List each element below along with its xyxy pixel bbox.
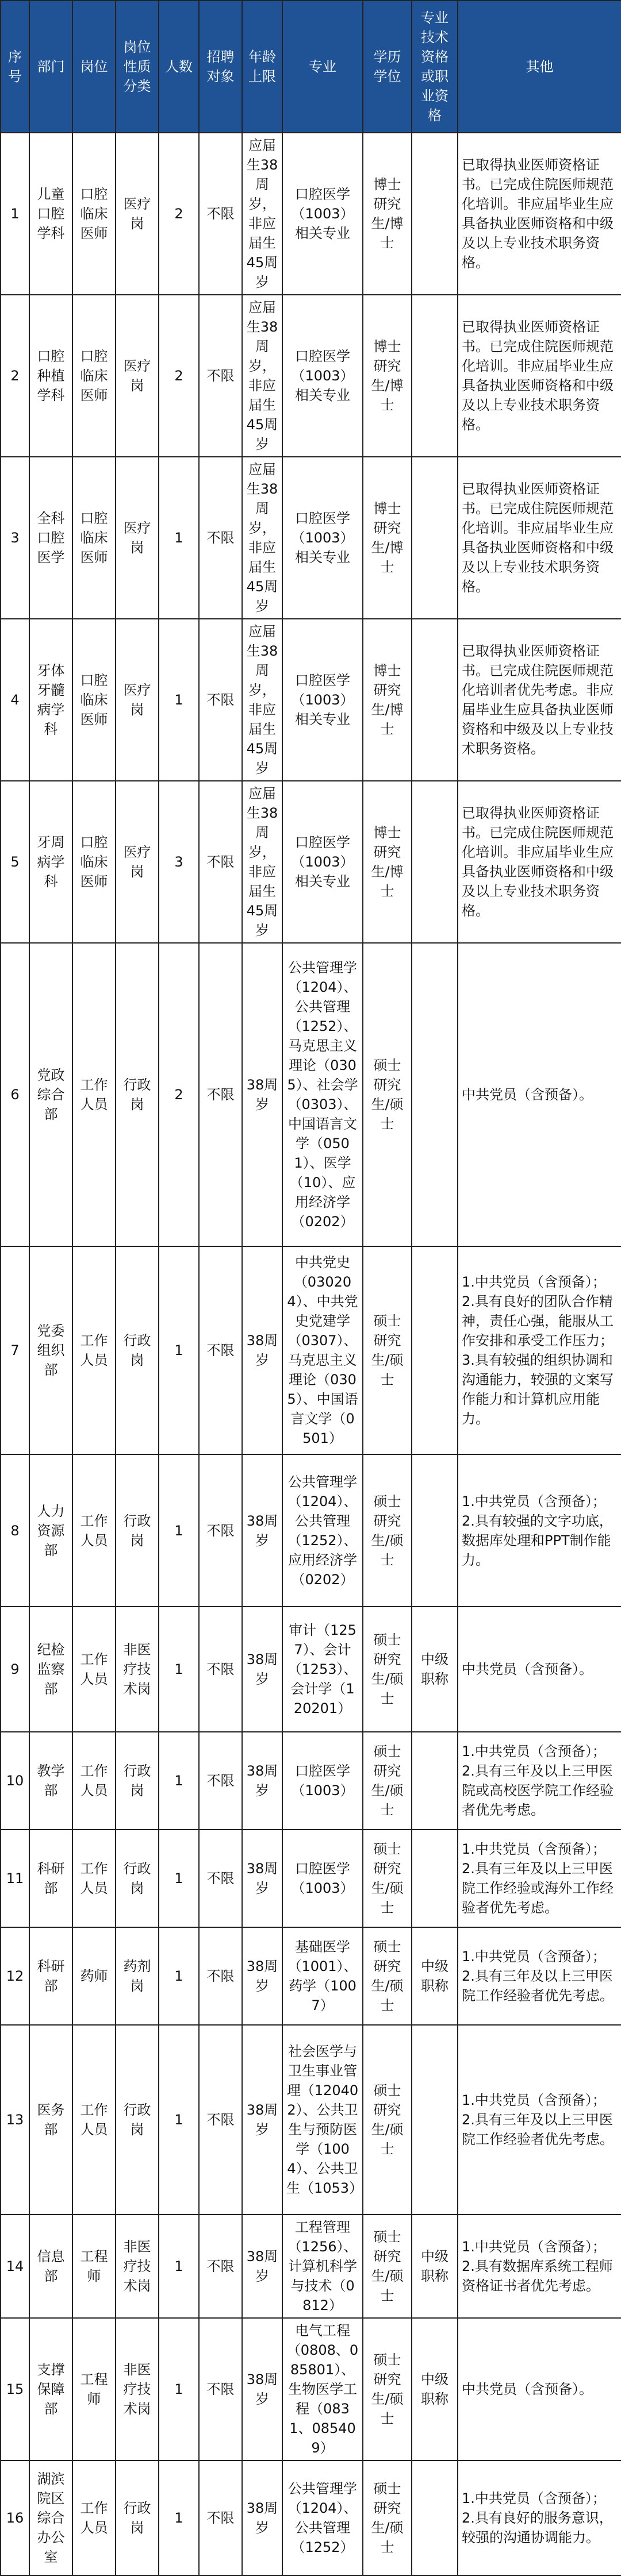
cell-major: 口腔医学（1003） — [282, 1732, 363, 1830]
cell-other: 已取得执业医师资格证书。已完成住院医师规范化培训。非应届毕业生应具备执业医师资格和中级及以上专业技术职务资格。 — [458, 457, 621, 619]
cell-age: 38周岁 — [242, 1732, 282, 1830]
table-row — [1, 295, 621, 457]
cell-qual: 中级职称 — [412, 2318, 458, 2461]
cell-post: 口腔临床医师 — [72, 457, 116, 619]
cell-type: 医疗岗 — [116, 457, 159, 619]
header-cell: 招聘对象 — [199, 1, 242, 133]
cell-qual — [412, 943, 458, 1246]
cell-qual — [412, 1732, 458, 1830]
cell-type: 行政岗 — [116, 943, 159, 1246]
cell-edu: 博士研究生/博士 — [363, 133, 412, 295]
table-row — [1, 943, 621, 1246]
cell-dept: 湖滨院区综合办公室 — [29, 2461, 72, 2575]
cell-major: 口腔医学（1003）相关专业 — [282, 781, 363, 943]
cell-target: 不限 — [199, 295, 242, 457]
cell-target: 不限 — [199, 2025, 242, 2215]
table-row — [1, 1454, 621, 1607]
cell-qual — [412, 457, 458, 619]
cell-num: 1 — [159, 2025, 199, 2215]
cell-major: 口腔医学（1003）相关专业 — [282, 457, 363, 619]
table-row — [1, 133, 621, 295]
cell-num: 1 — [159, 1830, 199, 1927]
cell-target: 不限 — [199, 1830, 242, 1927]
cell-dept: 信息部 — [29, 2215, 72, 2318]
cell-num: 1 — [159, 2461, 199, 2575]
cell-edu: 硕士研究生/硕士 — [363, 1246, 412, 1454]
cell-other: 已取得执业医师资格证书。已完成住院医师规范化培训。非应届毕业生应具备执业医师资格和中级及以上专业技术职务资格。 — [458, 781, 621, 943]
table-row — [1, 1607, 621, 1732]
cell-num: 1 — [159, 1246, 199, 1454]
cell-qual — [412, 1246, 458, 1454]
cell-no: 9 — [1, 1607, 29, 1732]
cell-age: 38周岁 — [242, 1927, 282, 2025]
cell-age: 应届生38周岁，非应届生45周岁 — [242, 295, 282, 457]
cell-other: 1.中共党员（含预备）；2.具有较强的文字功底，数据库处理和PPT制作能力。 — [458, 1454, 621, 1607]
cell-target: 不限 — [199, 1454, 242, 1607]
cell-major: 基础医学（1001）、药学（1007） — [282, 1927, 363, 2025]
table-row — [1, 619, 621, 781]
cell-post: 药师 — [72, 1927, 116, 2025]
cell-qual — [412, 1830, 458, 1927]
cell-qual: 中级职称 — [412, 1607, 458, 1732]
header-cell: 学历学位 — [363, 1, 412, 133]
cell-target: 不限 — [199, 1927, 242, 2025]
header-cell: 人数 — [159, 1, 199, 133]
cell-edu: 硕士研究生/硕士 — [363, 1732, 412, 1830]
cell-other: 1.中共党员（含预备）；2.具有良好的服务意识，较强的沟通协调能力。 — [458, 2461, 621, 2575]
cell-post: 工作人员 — [72, 2025, 116, 2215]
cell-post: 工作人员 — [72, 2461, 116, 2575]
cell-type: 非医疗技术岗 — [116, 1607, 159, 1732]
cell-edu: 博士研究生/博士 — [363, 619, 412, 781]
table-row — [1, 1732, 621, 1830]
cell-no: 13 — [1, 2025, 29, 2215]
cell-no: 6 — [1, 943, 29, 1246]
cell-no: 5 — [1, 781, 29, 943]
cell-edu: 博士研究生/博士 — [363, 295, 412, 457]
cell-qual — [412, 2461, 458, 2575]
cell-num: 1 — [159, 1454, 199, 1607]
header-cell: 专业技术资格或职业资格 — [412, 1, 458, 133]
cell-age: 38周岁 — [242, 2461, 282, 2575]
cell-edu: 硕士研究生/硕士 — [363, 2025, 412, 2215]
cell-qual: 中级职称 — [412, 1927, 458, 2025]
cell-post: 工程师 — [72, 2215, 116, 2318]
cell-num: 1 — [159, 619, 199, 781]
table-row — [1, 2461, 621, 2575]
cell-major: 社会医学与卫生事业管理（120402）、公共卫生与预防医学（1004）、公共卫生（1053） — [282, 2025, 363, 2215]
cell-other: 1.中共党员（含预备）；2.具有良好的团队合作精神，责任心强，能服从工作安排和承受工作压力；3.具有较强的组织协调和沟通能力，较强的文案写作能力和计算机应用能力。 — [458, 1246, 621, 1454]
cell-post: 工作人员 — [72, 943, 116, 1246]
header-cell: 其他 — [458, 1, 621, 133]
cell-num: 1 — [159, 2318, 199, 2461]
cell-num: 2 — [159, 133, 199, 295]
cell-post: 工作人员 — [72, 1607, 116, 1732]
cell-post: 口腔临床医师 — [72, 295, 116, 457]
cell-no: 14 — [1, 2215, 29, 2318]
cell-type: 行政岗 — [116, 2025, 159, 2215]
table-body — [1, 133, 621, 2575]
cell-major: 中共党史（030204）、中共党史党建学（0307）、马克思主义理论（0305）、中国语言文学（0501） — [282, 1246, 363, 1454]
cell-age: 38周岁 — [242, 2318, 282, 2461]
cell-dept: 牙周病学科 — [29, 781, 72, 943]
cell-qual — [412, 781, 458, 943]
cell-num: 1 — [159, 457, 199, 619]
cell-type: 行政岗 — [116, 1246, 159, 1454]
cell-target: 不限 — [199, 2215, 242, 2318]
cell-num: 1 — [159, 1732, 199, 1830]
cell-major: 公共管理学（1204）、公共管理（1252）、马克思主义理论（0305）、社会学（0303）、中国语言文学（0501）、医学（10）、应用经济学（0202） — [282, 943, 363, 1246]
cell-no: 4 — [1, 619, 29, 781]
cell-no: 7 — [1, 1246, 29, 1454]
cell-dept: 全科口腔医学 — [29, 457, 72, 619]
cell-type: 行政岗 — [116, 1732, 159, 1830]
cell-edu: 博士研究生/博士 — [363, 781, 412, 943]
cell-post: 口腔临床医师 — [72, 619, 116, 781]
cell-target: 不限 — [199, 781, 242, 943]
cell-major: 口腔医学（1003）相关专业 — [282, 133, 363, 295]
cell-type: 药剂岗 — [116, 1927, 159, 2025]
cell-no: 8 — [1, 1454, 29, 1607]
cell-dept: 支撑保障部 — [29, 2318, 72, 2461]
cell-age: 应届生38周岁，非应届生45周岁 — [242, 457, 282, 619]
cell-other: 1.中共党员（含预备）；2.具有三年及以上三甲医院工作经验者优先考虑。 — [458, 1927, 621, 2025]
cell-type: 非医疗技术岗 — [116, 2215, 159, 2318]
cell-dept: 党委组织部 — [29, 1246, 72, 1454]
cell-target: 不限 — [199, 2318, 242, 2461]
cell-qual — [412, 1454, 458, 1607]
cell-post: 工作人员 — [72, 1732, 116, 1830]
cell-target: 不限 — [199, 1246, 242, 1454]
cell-age: 应届生38周岁，非应届生45周岁 — [242, 619, 282, 781]
cell-major: 公共管理学（1204）、公共管理（1252）、应用经济学（0202） — [282, 1454, 363, 1607]
cell-num: 2 — [159, 295, 199, 457]
cell-age: 应届生38周岁，非应届生45周岁 — [242, 133, 282, 295]
cell-major: 工程管理（1256）、计算机科学与技术（0812） — [282, 2215, 363, 2318]
cell-qual — [412, 2025, 458, 2215]
cell-edu: 硕士研究生/硕士 — [363, 2318, 412, 2461]
cell-edu: 博士研究生/博士 — [363, 457, 412, 619]
cell-edu: 硕士研究生/硕士 — [363, 1927, 412, 2025]
header-cell: 专业 — [282, 1, 363, 133]
table-row — [1, 457, 621, 619]
cell-type: 医疗岗 — [116, 781, 159, 943]
cell-edu: 硕士研究生/硕士 — [363, 2215, 412, 2318]
cell-age: 应届生38周岁，非应届生45周岁 — [242, 781, 282, 943]
cell-age: 38周岁 — [242, 2025, 282, 2215]
cell-no: 15 — [1, 2318, 29, 2461]
cell-num: 1 — [159, 1927, 199, 2025]
cell-num: 1 — [159, 2215, 199, 2318]
cell-age: 38周岁 — [242, 2215, 282, 2318]
cell-dept: 教学部 — [29, 1732, 72, 1830]
cell-num: 1 — [159, 1607, 199, 1732]
cell-edu: 硕士研究生/硕士 — [363, 1830, 412, 1927]
cell-other: 已取得执业医师资格证书。已完成住院医师规范化培训。非应届毕业生应具备执业医师资格和中级及以上专业技术职务资格。 — [458, 133, 621, 295]
cell-age: 38周岁 — [242, 1830, 282, 1927]
cell-other: 已取得执业医师资格证书。已完成住院医师规范化培训者优先考虑。非应届毕业生应具备执业医师资格和中级及以上专业技术职务资格。 — [458, 619, 621, 781]
table-row — [1, 781, 621, 943]
cell-major: 口腔医学（1003）相关专业 — [282, 295, 363, 457]
cell-no: 3 — [1, 457, 29, 619]
cell-other: 中共党员（含预备）。 — [458, 2318, 621, 2461]
cell-other: 1.中共党员（含预备）；2.具有三年及以上三甲医院工作经验者优先考虑。 — [458, 2025, 621, 2215]
cell-no: 16 — [1, 2461, 29, 2575]
header-cell: 年龄上限 — [242, 1, 282, 133]
cell-target: 不限 — [199, 1732, 242, 1830]
cell-type: 非医疗技术岗 — [116, 2318, 159, 2461]
cell-other: 中共党员（含预备）。 — [458, 943, 621, 1246]
cell-dept: 党政综合部 — [29, 943, 72, 1246]
cell-age: 38周岁 — [242, 1246, 282, 1454]
cell-post: 工作人员 — [72, 1830, 116, 1927]
cell-dept: 科研部 — [29, 1927, 72, 2025]
cell-type: 医疗岗 — [116, 295, 159, 457]
cell-type: 医疗岗 — [116, 133, 159, 295]
header-row — [1, 1, 621, 133]
cell-no: 1 — [1, 133, 29, 295]
cell-age: 38周岁 — [242, 1454, 282, 1607]
cell-post: 工作人员 — [72, 1246, 116, 1454]
header-cell: 部门 — [29, 1, 72, 133]
cell-qual — [412, 133, 458, 295]
cell-no: 12 — [1, 1927, 29, 2025]
cell-qual: 中级职称 — [412, 2215, 458, 2318]
cell-post: 口腔临床医师 — [72, 133, 116, 295]
cell-other: 已取得执业医师资格证书。已完成住院医师规范化培训。非应届毕业生应具备执业医师资格和中级及以上专业技术职务资格。 — [458, 295, 621, 457]
cell-qual — [412, 619, 458, 781]
cell-edu: 硕士研究生/硕士 — [363, 1607, 412, 1732]
cell-major: 电气工程（0808、085801）、生物医学工程（0831、085409） — [282, 2318, 363, 2461]
cell-major: 审计（1257）、会计（1253）、会计学（120201） — [282, 1607, 363, 1732]
cell-num: 2 — [159, 943, 199, 1246]
table-row — [1, 1927, 621, 2025]
table-row — [1, 2025, 621, 2215]
cell-edu: 硕士研究生/硕士 — [363, 2461, 412, 2575]
cell-type: 行政岗 — [116, 2461, 159, 2575]
cell-other: 1.中共党员（含预备）；2.具有三年及以上三甲医院或高校医学院工作经验者优先考虑。 — [458, 1732, 621, 1830]
cell-major: 公共管理学（1204）、公共管理（1252） — [282, 2461, 363, 2575]
header-cell: 序号 — [1, 1, 29, 133]
cell-type: 行政岗 — [116, 1454, 159, 1607]
header-cell: 岗位 — [72, 1, 116, 133]
table-row — [1, 2318, 621, 2461]
cell-no: 10 — [1, 1732, 29, 1830]
cell-other: 中共党员（含预备）。 — [458, 1607, 621, 1732]
cell-major: 口腔医学（1003）相关专业 — [282, 619, 363, 781]
cell-dept: 纪检监察部 — [29, 1607, 72, 1732]
cell-target: 不限 — [199, 619, 242, 781]
cell-num: 3 — [159, 781, 199, 943]
cell-dept: 人力资源部 — [29, 1454, 72, 1607]
cell-target: 不限 — [199, 943, 242, 1246]
cell-other: 1.中共党员（含预备）；2.具有数据库系统工程师资格证书者优先考虑。 — [458, 2215, 621, 2318]
table-row — [1, 2215, 621, 2318]
cell-target: 不限 — [199, 2461, 242, 2575]
cell-dept: 口腔种植学科 — [29, 295, 72, 457]
cell-dept: 科研部 — [29, 1830, 72, 1927]
header-cell: 岗位性质分类 — [116, 1, 159, 133]
cell-no: 2 — [1, 295, 29, 457]
cell-major: 口腔医学（1003） — [282, 1830, 363, 1927]
cell-edu: 硕士研究生/硕士 — [363, 1454, 412, 1607]
cell-target: 不限 — [199, 133, 242, 295]
cell-dept: 牙体牙髓病学科 — [29, 619, 72, 781]
table-row — [1, 1830, 621, 1927]
cell-age: 38周岁 — [242, 1607, 282, 1732]
cell-dept: 儿童口腔学科 — [29, 133, 72, 295]
cell-post: 口腔临床医师 — [72, 781, 116, 943]
cell-no: 11 — [1, 1830, 29, 1927]
cell-post: 工作人员 — [72, 1454, 116, 1607]
cell-type: 行政岗 — [116, 1830, 159, 1927]
cell-target: 不限 — [199, 457, 242, 619]
cell-qual — [412, 295, 458, 457]
cell-other: 1.中共党员（含预备）；2.具有三年及以上三甲医院工作经验或海外工作经验者优先考虑。 — [458, 1830, 621, 1927]
cell-edu: 硕士研究生/硕士 — [363, 943, 412, 1246]
cell-dept: 医务部 — [29, 2025, 72, 2215]
cell-post: 工程师 — [72, 2318, 116, 2461]
table-row — [1, 1246, 621, 1454]
cell-age: 38周岁 — [242, 943, 282, 1246]
cell-type: 医疗岗 — [116, 619, 159, 781]
cell-target: 不限 — [199, 1607, 242, 1732]
